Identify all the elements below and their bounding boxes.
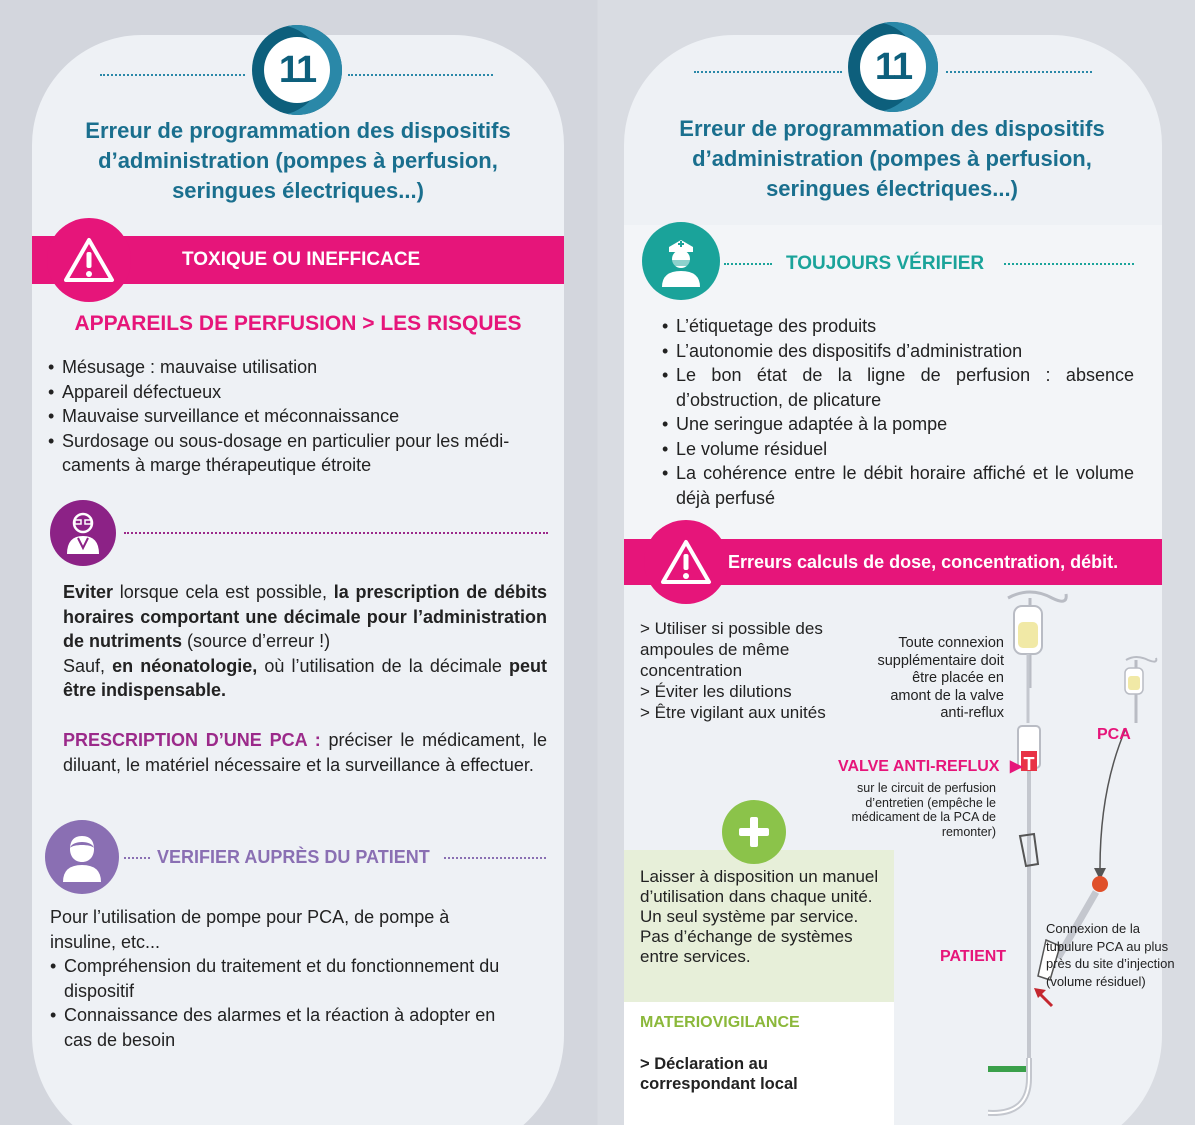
section-divider [124, 857, 150, 859]
left-page [0, 0, 597, 1125]
avoid-bold: la prescription de débits horaires comportant une décimale pour l’administration de nutriments [63, 582, 548, 651]
list-item: • L’étiquetage des produits [662, 314, 1134, 339]
pca-paragraph [63, 728, 547, 777]
title-line: Erreur de programmation des dispositifs [85, 118, 511, 143]
check-list [662, 314, 1134, 510]
warning-banner-label: Erreurs calculs de dose, concentration, débit. [728, 551, 1119, 572]
arrow-right-icon: ▶ [1009, 758, 1023, 775]
patient-icon [45, 820, 119, 894]
dose-list [640, 618, 860, 723]
section-divider [444, 857, 546, 859]
patient-label: PATIENT [940, 948, 1007, 965]
right-page [598, 0, 1195, 1125]
valve-label-text: VALVE ANTI-REFLUX [838, 758, 1000, 775]
section-divider [724, 263, 772, 265]
materio-text: > Déclaration au correspondant local [640, 1055, 798, 1093]
section-divider [1004, 263, 1134, 265]
list-item: • Le bon état de la ligne de perfusion : absence d’obstruction, de plicature [662, 363, 1134, 412]
connexion-note: Toute connexion supplémentaire doit être placée en amont de la valve anti-reflux [877, 635, 1004, 721]
title-line: d’administration (pompes à perfusion, [692, 146, 1092, 171]
list-item: • Compréhension du traitement et du fonctionnement du dispositif [50, 954, 525, 1003]
list-item: • Appareil défectueux [48, 380, 548, 405]
title-divider [100, 74, 245, 76]
list-item: • L’autonomie des dispositifs d’administration [662, 339, 1134, 364]
warning-icon [47, 218, 131, 302]
pca-label: PRESCRIPTION D’UNE PCA : [63, 730, 321, 750]
risks-heading: APPAREILS DE PERFUSION > LES RISQUES [74, 312, 522, 335]
title-divider [946, 71, 1092, 73]
warning-icon [644, 520, 728, 604]
badge-number: 11 [264, 37, 330, 103]
avoid-text: Sauf, [63, 655, 113, 676]
pca-text: préciser le médicament, le diluant, le matériel nécessaire et la surveillance à effectuer. [63, 730, 547, 775]
svg-text:T: T [1023, 754, 1035, 774]
avoid-text: (source d’erreur !) [182, 631, 331, 651]
list-item: • Une seringue adaptée à la pompe [662, 412, 1134, 437]
infusion-diagram [988, 588, 1188, 1118]
title-divider [694, 71, 842, 73]
page-title [60, 116, 536, 206]
warning-banner-label: TOXIQUE OU INEFFICACE [182, 249, 421, 270]
avoid-paragraph [63, 580, 547, 703]
avoid-text: lorsque cela est possible, [113, 582, 334, 602]
risks-list [48, 355, 548, 478]
title-line: Erreur de programmation des dispositifs [679, 116, 1105, 141]
list-item: • Mauvaise surveillance et méconnaissance [48, 404, 548, 429]
plus-icon [722, 800, 786, 864]
avoid-bold: Eviter [63, 582, 114, 602]
check-heading: TOUJOURS VÉRIFIER [786, 253, 985, 274]
section-divider [124, 532, 548, 534]
nurse-icon [642, 222, 720, 300]
manual-text: Laisser à disposition un manuel d’utilisation dans chaque unité. Un seul système par service. Pas d’échange de systèmes entre services. [640, 867, 879, 966]
list-item: > Utiliser si possible des ampoules de même concentration [640, 619, 823, 680]
pca-connexion-note: Connexion de la tubulure PCA au plus près du site d’injection (volume résiduel) [1046, 921, 1175, 989]
list-item: • Le volume résiduel [662, 437, 1134, 462]
valve-label [838, 756, 1022, 776]
avoid-bold: en néonatologie, [112, 655, 258, 676]
page-title [654, 114, 1130, 204]
pca-label: PCA [1097, 726, 1131, 743]
title-line: seringues électriques...) [172, 178, 424, 203]
title-line: seringues électriques...) [766, 176, 1018, 201]
list-item: > Éviter les dilutions [640, 682, 792, 701]
patient-heading: VERIFIER AUPRÈS DU PATIENT [157, 847, 430, 867]
list-item: • Mésusage : mauvaise utilisation [48, 355, 548, 380]
list-item: • Surdosage ou sous-dosage en particulier pour les médi- caments à marge thérapeutique étroite [48, 429, 548, 478]
patient-list [50, 954, 525, 1052]
title-line: d’administration (pompes à perfusion, [98, 148, 498, 173]
materio-heading: MATERIOVIGILANCE [640, 1014, 800, 1031]
valve-note: sur le circuit de perfusion d’entretien (empêche le médicament de la PCA de remonter) [851, 781, 996, 839]
list-item: • La cohérence entre le débit horaire affiché et le volume déjà perfusé [662, 461, 1134, 510]
list-item: • Connaissance des alarmes et la réaction à adopter en cas de besoin [50, 1003, 525, 1052]
title-divider [348, 74, 493, 76]
doctor-icon [50, 500, 116, 566]
list-item: > Être vigilant aux unités [640, 703, 826, 722]
avoid-bold: peut être indispensable. [63, 655, 547, 700]
number-badge [252, 25, 342, 115]
patient-intro: Pour l’utilisation de pompe pour PCA, de pompe à insuline, etc... [50, 907, 450, 952]
number-badge [848, 22, 938, 112]
badge-number: 11 [860, 34, 926, 100]
avoid-text: où l’utilisation de la décimale [257, 655, 509, 676]
